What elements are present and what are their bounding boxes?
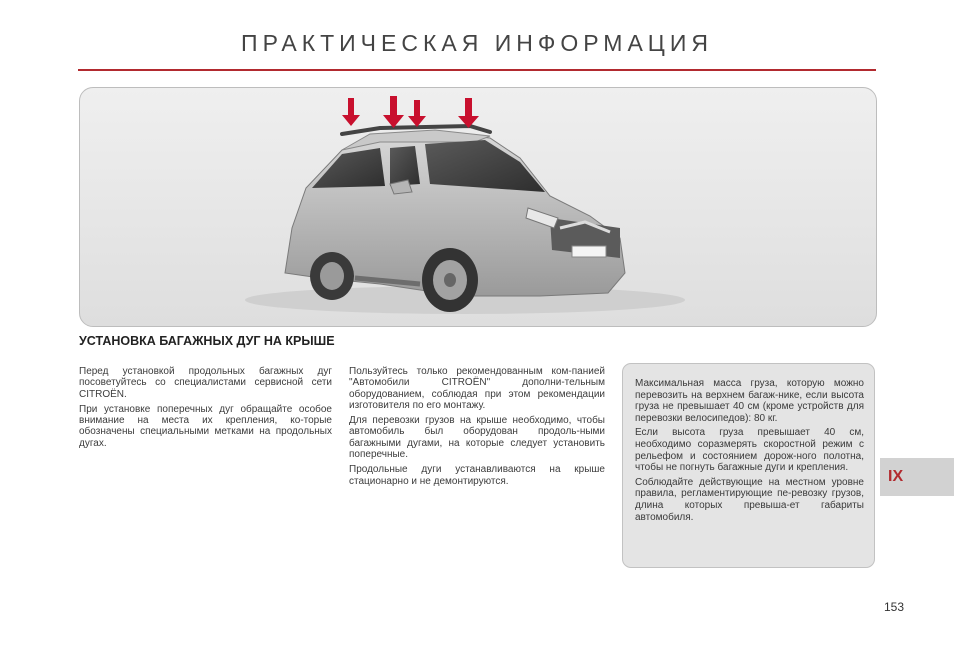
note-paragraph: Если высота груза превышает 40 см, необходимо соразмерять скоростной режим с рельефом и состоянием дорож-ного полотна, чтобы не погнуть багажные дуги и крепления.	[635, 427, 864, 474]
red-arrow-icon	[342, 98, 360, 126]
paragraph: Перед установкой продольных багажных дуг посоветуйтесь со специалистами сервисной сети CITROËN.	[79, 366, 332, 400]
page-number: 153	[884, 600, 905, 614]
note-paragraph: Максимальная масса груза, которую можно перевозить на верхнем багаж-нике, если высота груза не превышает 40 см (кроме устройств для перевозки велосипедов): 80 кг.	[635, 378, 864, 424]
car-illustration	[79, 87, 877, 327]
text-column-1	[79, 366, 332, 453]
paragraph: Для перевозки грузов на крыше необходимо, чтобы автомобиль был оборудован продоль-ными багажными дугами, на которые следует установить поперечные.	[349, 415, 605, 461]
text-column-2	[349, 366, 605, 491]
red-arrow-icon	[458, 98, 479, 128]
paragraph: Пользуйтесь только рекомендованным ком-панией "Автомобили CITROËN" дополни-тельным оборудованием, соблюдая при этом рекомендации изготовителя по его монтажу.	[349, 366, 605, 411]
paragraph: Продольные дуги устанавливаются на крыше стационарно и не демонтируются.	[349, 464, 605, 487]
car-with-roof-bars	[80, 88, 876, 326]
red-arrow-icon	[408, 100, 426, 127]
note-paragraph: Соблюдайте действующие на местном уровне правила, регламентирующие пе-ревозку грузов, длина которых превыша-ет габариты автомобиля.	[635, 476, 864, 523]
note-box	[622, 363, 875, 568]
page-title: ПРАКТИЧЕСКАЯ ИНФОРМАЦИЯ	[241, 30, 713, 56]
paragraph: При установке поперечных дуг обращайте особое внимание на места их крепления, ко-торые обозначены специальными метками на продольных дугах.	[79, 403, 332, 449]
red-arrow-icon	[383, 96, 404, 128]
chapter-label: IX	[888, 468, 904, 485]
section-heading: УСТАНОВКА БАГАЖНЫХ ДУГ НА КРЫШЕ	[79, 334, 335, 348]
header-divider	[78, 69, 876, 71]
